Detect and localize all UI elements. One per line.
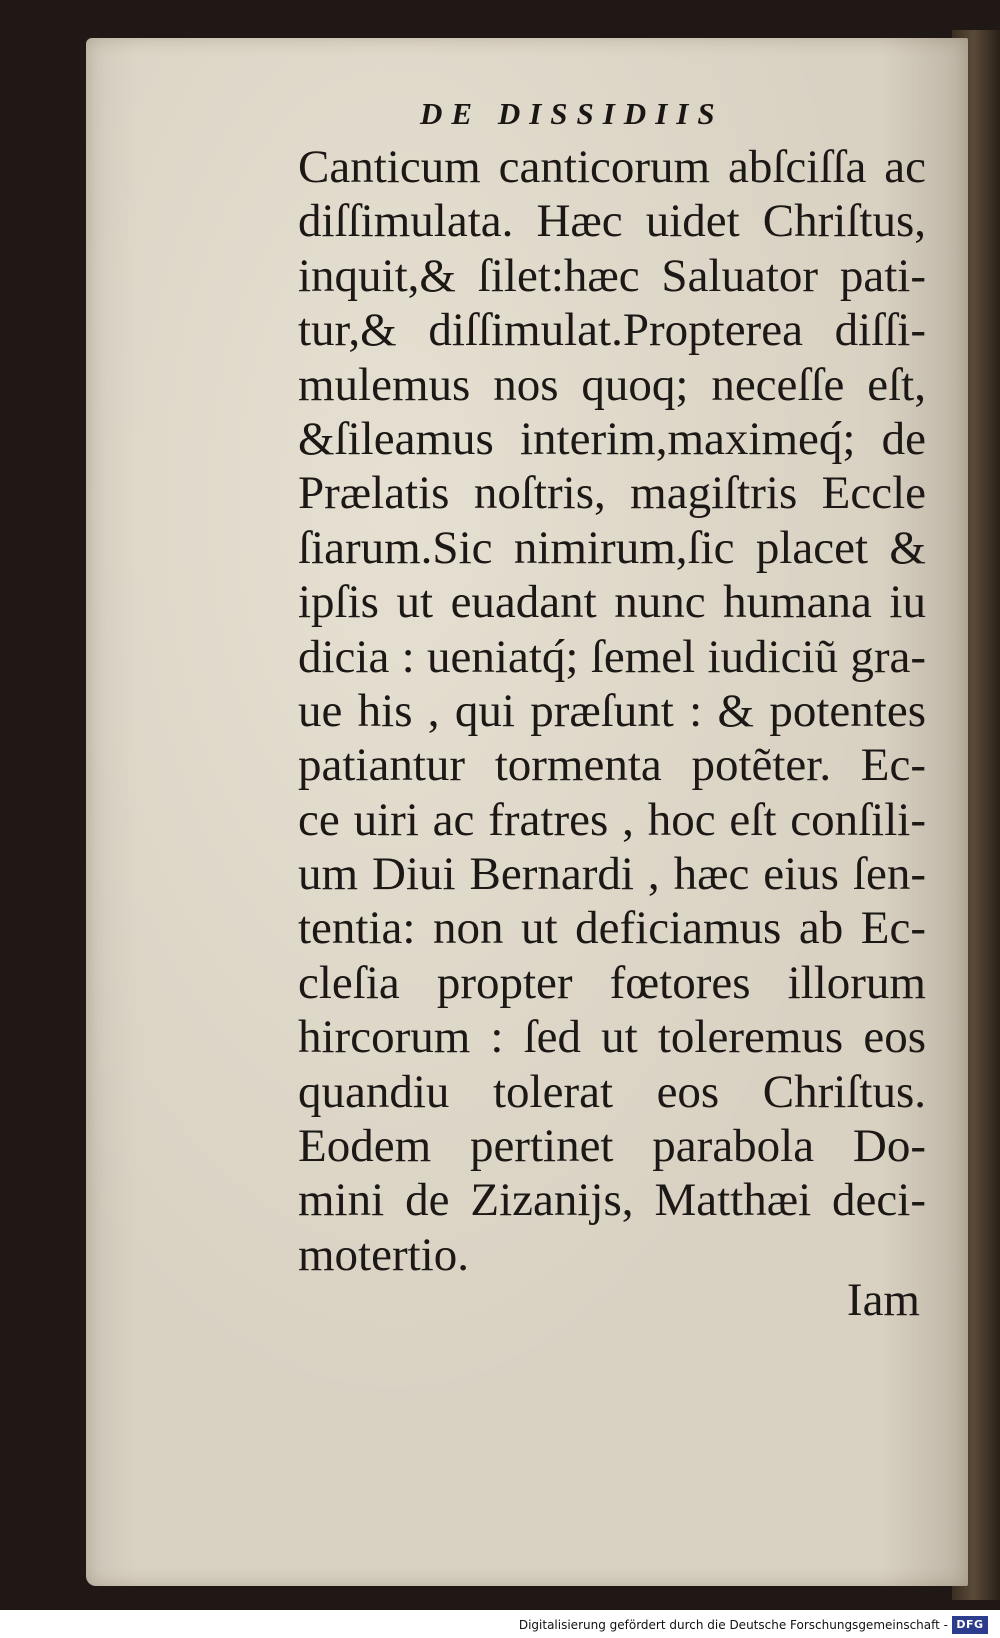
text-line: diſſimulata. Hæc uidet Chriſtus, [298,195,926,248]
text-line: Prælatis noſtris, magiſtris Eccle [298,467,926,520]
catchword: Iam [846,1274,920,1326]
text-line: tur,& diſſimulat.Propterea diſſi- [298,304,926,357]
funding-credit: Digitalisierung gefördert durch die Deutsche Forschungsgemeinschaft - [518,1618,948,1632]
text-line: hircorum : ſed ut toleremus eos [298,1011,926,1064]
text-line: um Diui Bernardi , hæc eius ſen- [298,848,926,901]
text-line: inquit,& ſilet:hæc Saluator pati- [298,249,926,302]
running-head: DE DISSIDIIS [420,96,724,131]
dfg-logo-icon: DFG [952,1616,988,1634]
text-line: mulemus nos quoq; neceſſe eſt, [298,358,926,411]
body-text [298,140,926,1282]
text-line-last: motertio. [298,1228,469,1281]
text-line: ipſis ut euadant nunc humana iu [298,576,926,629]
text-line: Canticum canticorum abſciſſa ac [298,141,926,193]
text-line: Eodem pertinet parabola Do- [298,1120,926,1173]
text-line: &ſileamus interim,maximeq́; de [298,412,926,465]
text-line: mini de Zizanijs, Matthæi deci- [298,1174,926,1227]
text-line: quandiu tolerat eos Chriſtus. [298,1065,926,1118]
text-line: patiantur tormenta potẽter. Ec- [298,739,926,792]
text-line: tentia: non ut deficiamus ab Ec- [298,902,926,955]
text-line: ce uiri ac fratres , hoc eſt conſili- [298,793,926,846]
text-line: ue his , qui præſunt : & potentes [298,684,926,737]
text-line: cleſia propter fœtores illorum [298,956,926,1009]
text-line: ſiarum.Sic nimirum,ſic placet & [298,521,926,574]
text-line: dicia : ueniatq́; ſemel iudiciũ gra- [298,630,926,683]
